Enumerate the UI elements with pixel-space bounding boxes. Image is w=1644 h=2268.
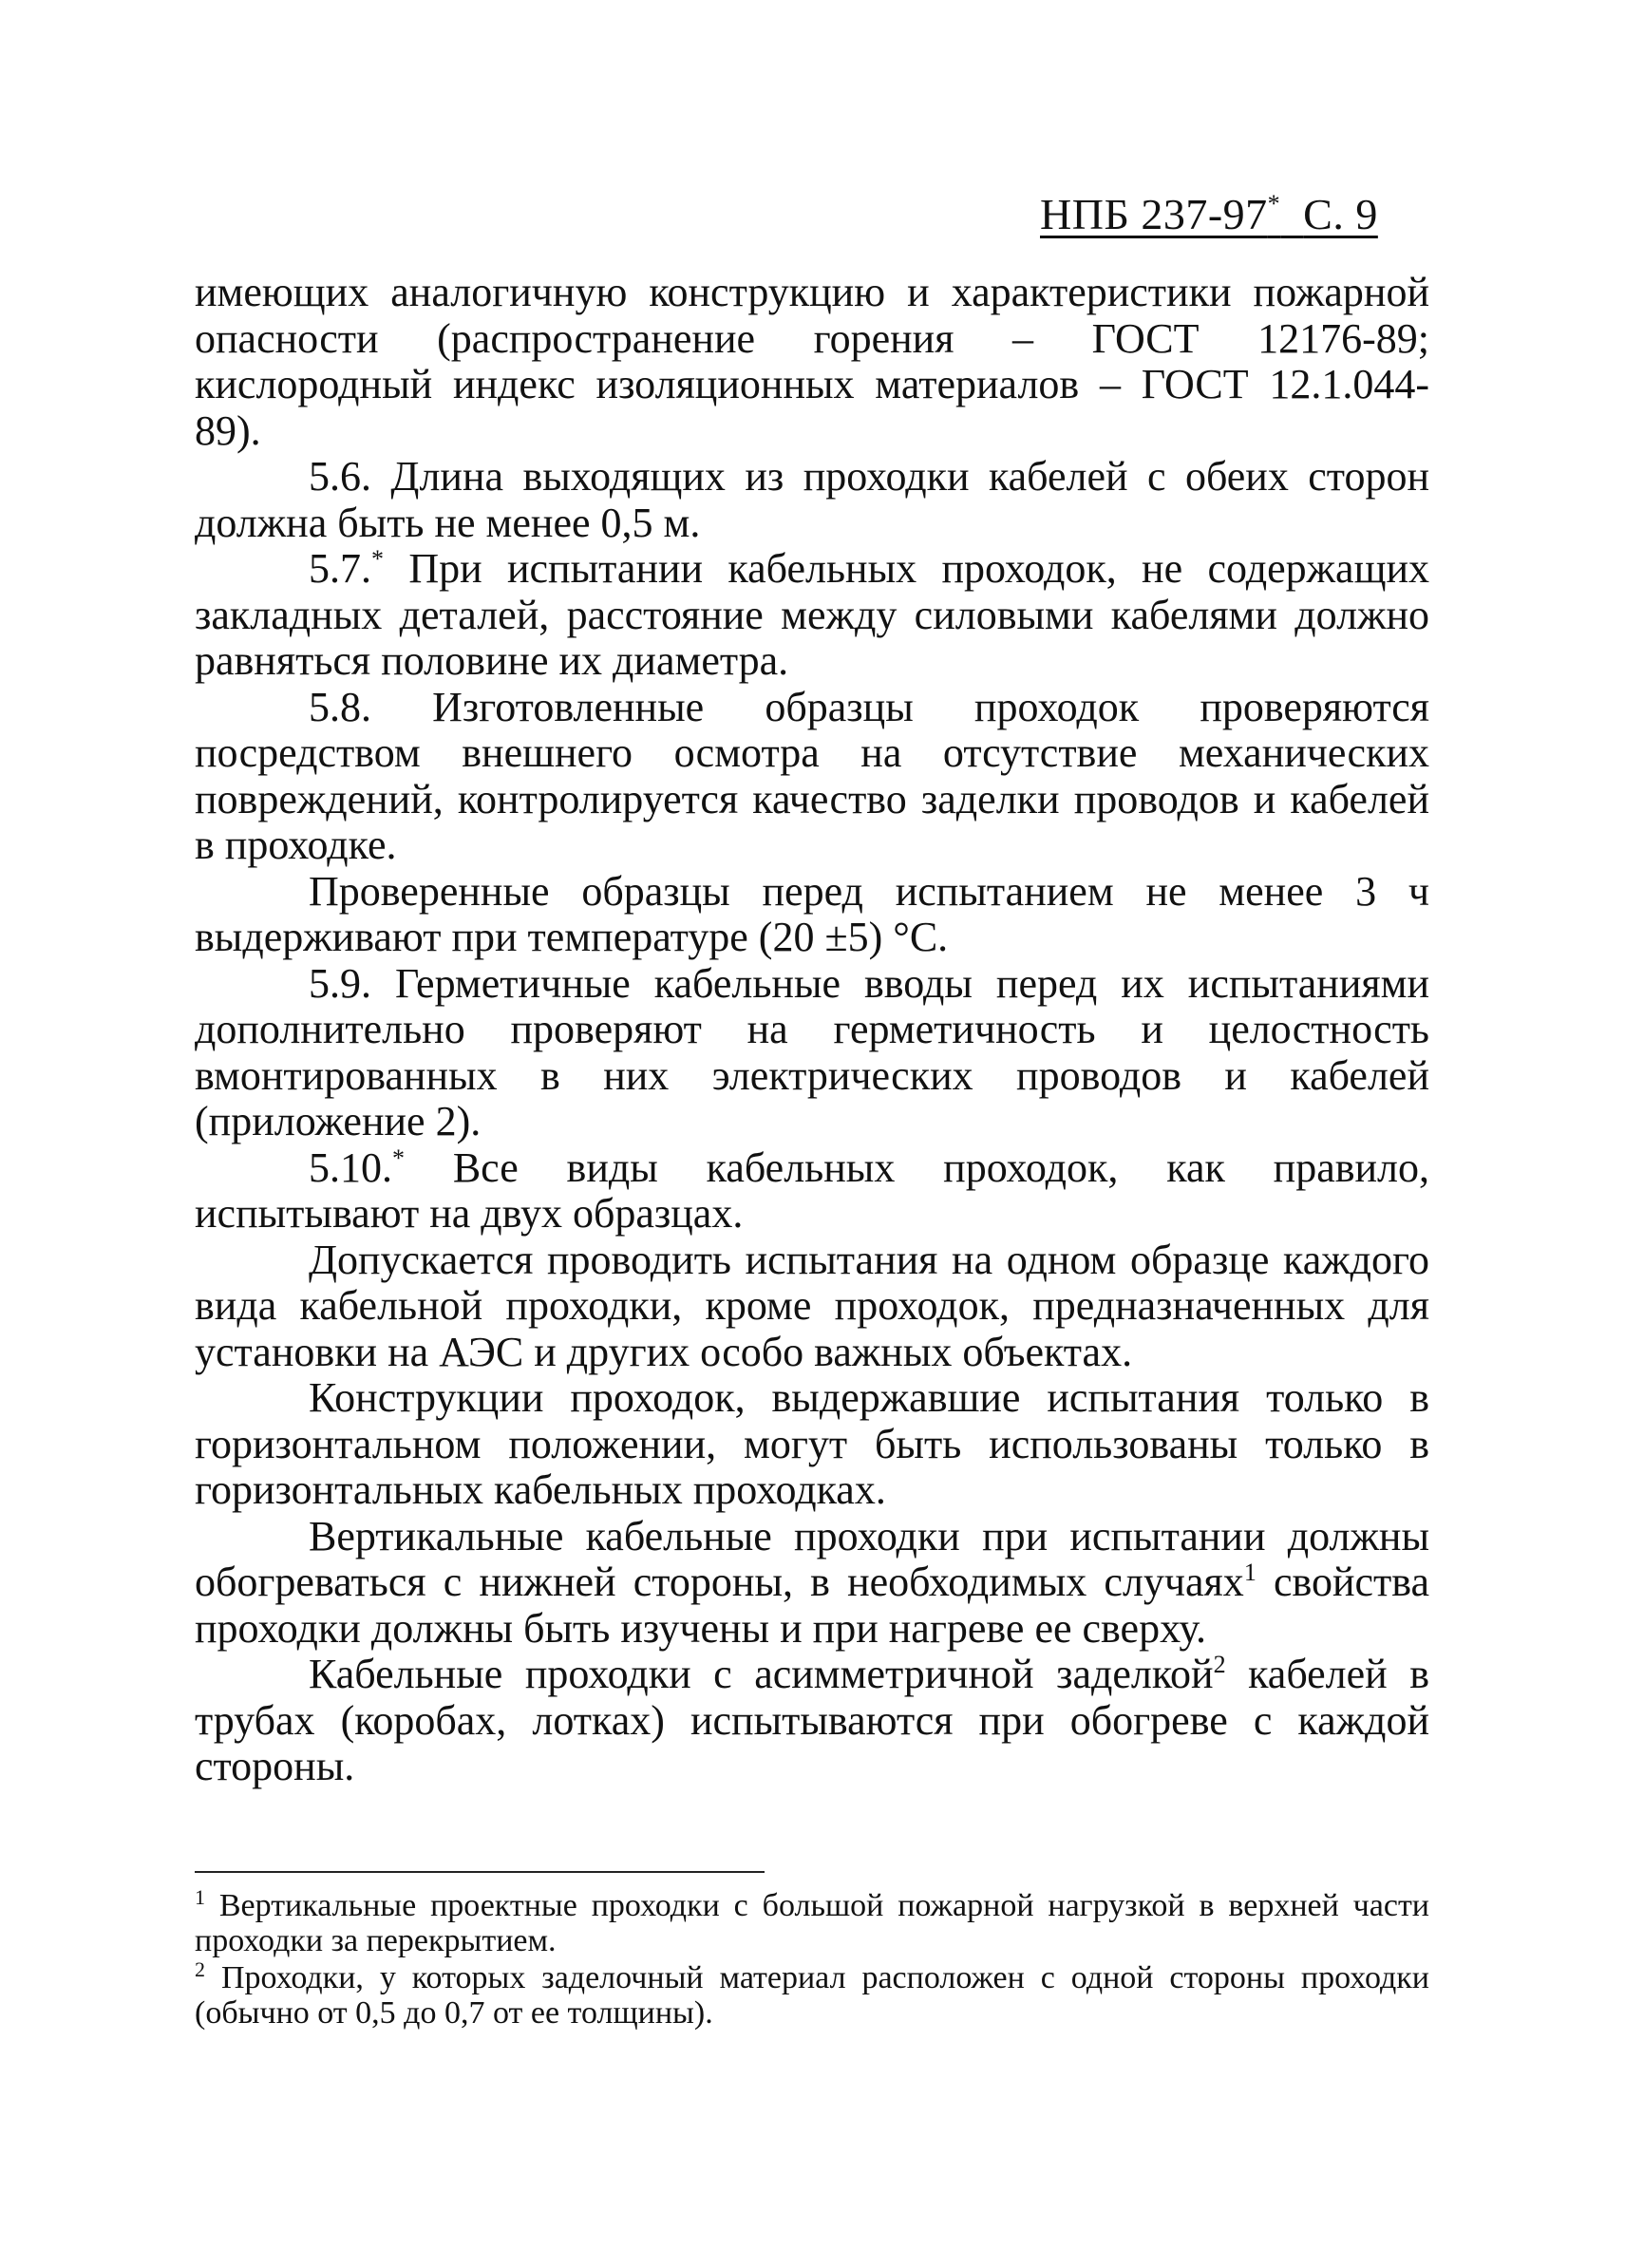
- paragraph-5-8-b: Проверенные образцы перед испытанием не менее 3 ч выдерживают при температуре (20 ±5) °С.: [195, 867, 1429, 960]
- page-header: [1040, 188, 1429, 241]
- paragraph-5-10-d: [195, 1514, 1429, 1653]
- paragraph-5-6: 5.6. Длина выходящих из проходки кабелей с обеих сторон должна быть не менее 0,5 м.: [195, 453, 1429, 546]
- footnote-mark-1: 1: [195, 1885, 205, 1909]
- footnote-2-text: Проходки, у которых заделочный материал расположен с одной стороны проходки (обычно от 0,5 до 0,7 от ее толщины).: [195, 1960, 1429, 2031]
- footnote-mark-2: 2: [195, 1957, 205, 1981]
- paragraph-5-10: [195, 1145, 1429, 1238]
- footnote-1-text: Вертикальные проектные проходки с большой пожарной нагрузкой в верхней части проходки за перекрытием.: [195, 1888, 1429, 1958]
- paragraph-5-10-c: Конструкции проходок, выдержавшие испытания только в горизонтальном положении, могут быть использованы только в горизонтальных кабельных проходках.: [195, 1374, 1429, 1513]
- paragraph-5-10-d-tail: свойства проходки должны быть изучены и при нагреве ее сверху.: [195, 1559, 1430, 1652]
- paragraph-5-7: [195, 546, 1429, 685]
- paragraph-5-10-e-tail: кабелей в трубах (коробах, лотках) испытываются при обогреве с каждой стороны.: [195, 1651, 1429, 1789]
- paragraph-5-7-text: При испытании кабельных проходок, не содержащих закладных деталей, расстояние между силовыми кабелями должно равняться половине их диаметра.: [195, 545, 1429, 684]
- paragraph-5-9: 5.9. Герметичные кабельные вводы перед их испытаниями дополнительно проверяют на герметичность и целостность вмонтированных в них электрических проводов и кабелей (приложение 2).: [195, 959, 1429, 1144]
- paragraph-continuation: имеющих аналогичную конструкцию и характеристики пожарной опасности (распространение горения – ГОСТ 12176-89; кислородный индекс изоляционных материалов – ГОСТ 12.1.044-89).: [195, 269, 1429, 454]
- footnote-1: [195, 1885, 1429, 1958]
- page-number: С. 9: [1303, 190, 1378, 238]
- footnote-ref-1: 1: [1243, 1559, 1257, 1586]
- paragraph-5-10-d-text: Вертикальные кабельные проходки при испытании должны обогреваться с нижней стороны, в необходимых случаях: [195, 1512, 1429, 1605]
- paragraph-5-10-text: Все виды кабельных проходок, как правило, испытывают на двух образцах.: [195, 1143, 1430, 1237]
- paragraph-5-8: 5.8. Изготовленные образцы проходок проверяются посредством внешнего осмотра на отсутствие механических повреждений, контролируется качество заделки проводов и кабелей в проходке.: [195, 683, 1429, 868]
- paragraph-5-10-b: Допускается проводить испытания на одном образце каждого вида кабельной проходки, кроме проходок, предназначенных для установки на АЭС и других особо важных объектах.: [195, 1236, 1429, 1375]
- item-number-5-10: 5.10.: [309, 1143, 392, 1191]
- footnote-separator: [195, 1871, 765, 1873]
- paragraph-5-10-e: [195, 1652, 1429, 1790]
- footnote-2: [195, 1957, 1429, 2031]
- body-text: [195, 270, 1429, 1790]
- item-number-5-7: 5.7.: [309, 545, 371, 592]
- paragraph-5-10-e-text: Кабельные проходки с асимметричной заделкой: [309, 1651, 1214, 1697]
- document-code-star: *: [1267, 190, 1281, 217]
- amendment-star: *: [392, 1143, 405, 1172]
- footnote-ref-2: 2: [1213, 1651, 1226, 1678]
- footnotes: [195, 1885, 1429, 2032]
- amendment-star: *: [371, 545, 384, 573]
- document-code: НПБ 237-97: [1040, 190, 1268, 238]
